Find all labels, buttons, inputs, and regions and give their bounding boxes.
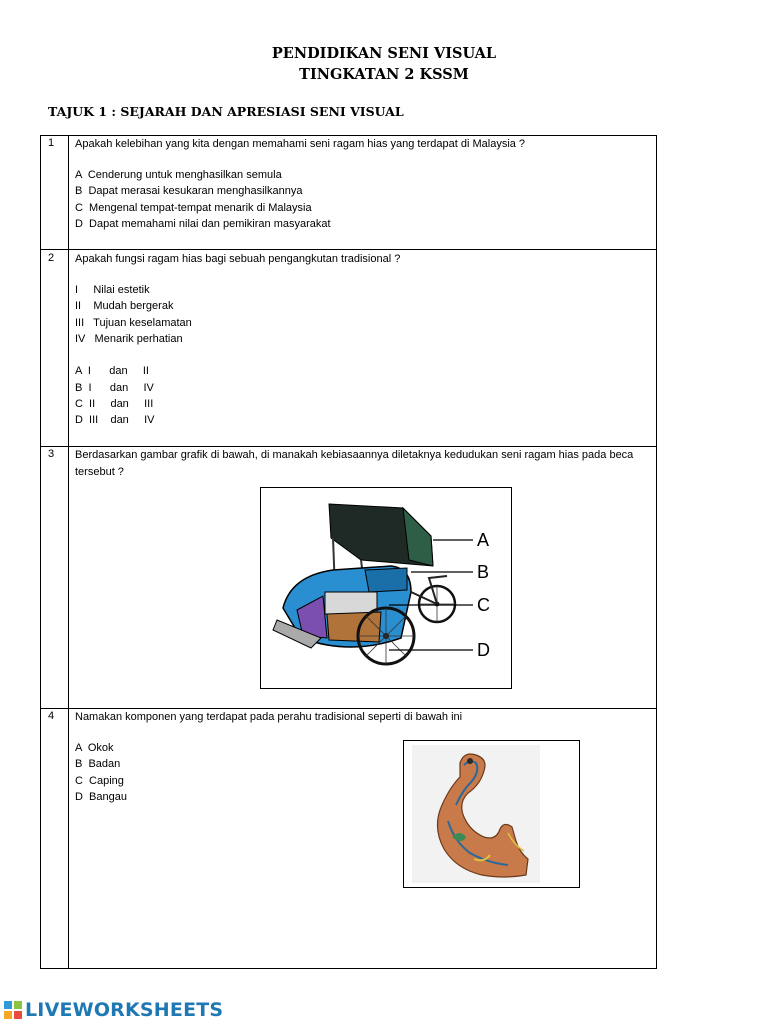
answer-option: A I dan II (75, 365, 149, 377)
answer-option: C Caping (75, 775, 124, 787)
document-title: PENDIDIKAN SENI VISUAL (271, 45, 497, 62)
answer-option: C Mengenal tempat-tempat menarik di Malaysia (75, 202, 312, 214)
question-number: 1 (48, 137, 55, 149)
document-subtitle: TINGKATAN 2 KSSM (299, 66, 469, 83)
statement-item: III Tujuan keselamatan (75, 317, 192, 329)
footer-brand-text: LIVEWORKSHEETS (25, 999, 224, 1021)
figure-label-c: C (477, 595, 490, 615)
boat-ornament-figure (403, 740, 580, 888)
trishaw-illustration (261, 488, 511, 688)
question-text: Apakah fungsi ragam hias bagi sebuah pengangkutan tradisional ? (75, 253, 401, 265)
answer-option: B Dapat merasai kesukaran menghasilkannya (75, 185, 303, 197)
answer-option: A Cenderung untuk menghasilkan semula (75, 169, 282, 181)
statement-item: II Mudah bergerak (75, 300, 174, 312)
row-divider (41, 249, 656, 250)
boat-ornament-illustration (404, 741, 579, 887)
question-number: 4 (48, 710, 55, 722)
question-number: 3 (48, 448, 55, 460)
question-number: 2 (48, 252, 55, 264)
answer-option: D Dapat memahami nilai dan pemikiran masyarakat (75, 218, 331, 230)
statement-item: IV Menarik perhatian (75, 333, 183, 345)
liveworksheets-logo-icon (4, 1001, 22, 1019)
answer-option: B I dan IV (75, 382, 154, 394)
topic-heading: TAJUK 1 : SEJARAH DAN APRESIASI SENI VISUAL (48, 104, 404, 119)
figure-label-b: B (477, 562, 490, 582)
answer-option: D III dan IV (75, 414, 155, 426)
liveworksheets-logo (4, 998, 223, 1022)
trishaw-figure (260, 487, 512, 689)
question-text: Berdasarkan gambar grafik di bawah, di manakah kebiasaannya diletaknya kedudukan seni ragam hias pada beca tersebut ? (75, 449, 634, 478)
answer-option: D Bangau (75, 791, 127, 803)
question-text: Apakah kelebihan yang kita dengan memahami seni ragam hias yang terdapat di Malaysia ? (75, 138, 526, 150)
answer-option: A Okok (75, 742, 114, 754)
answer-option: B Badan (75, 758, 121, 770)
answer-option: C II dan III (75, 398, 154, 410)
figure-label-d: D (477, 640, 490, 660)
question-text: Namakan komponen yang terdapat pada perahu tradisional seperti di bawah ini (75, 711, 463, 723)
number-column-divider (68, 136, 69, 968)
question-table (40, 135, 657, 969)
figure-label-a: A (477, 530, 490, 550)
statement-item: I Nilai estetik (75, 284, 150, 296)
